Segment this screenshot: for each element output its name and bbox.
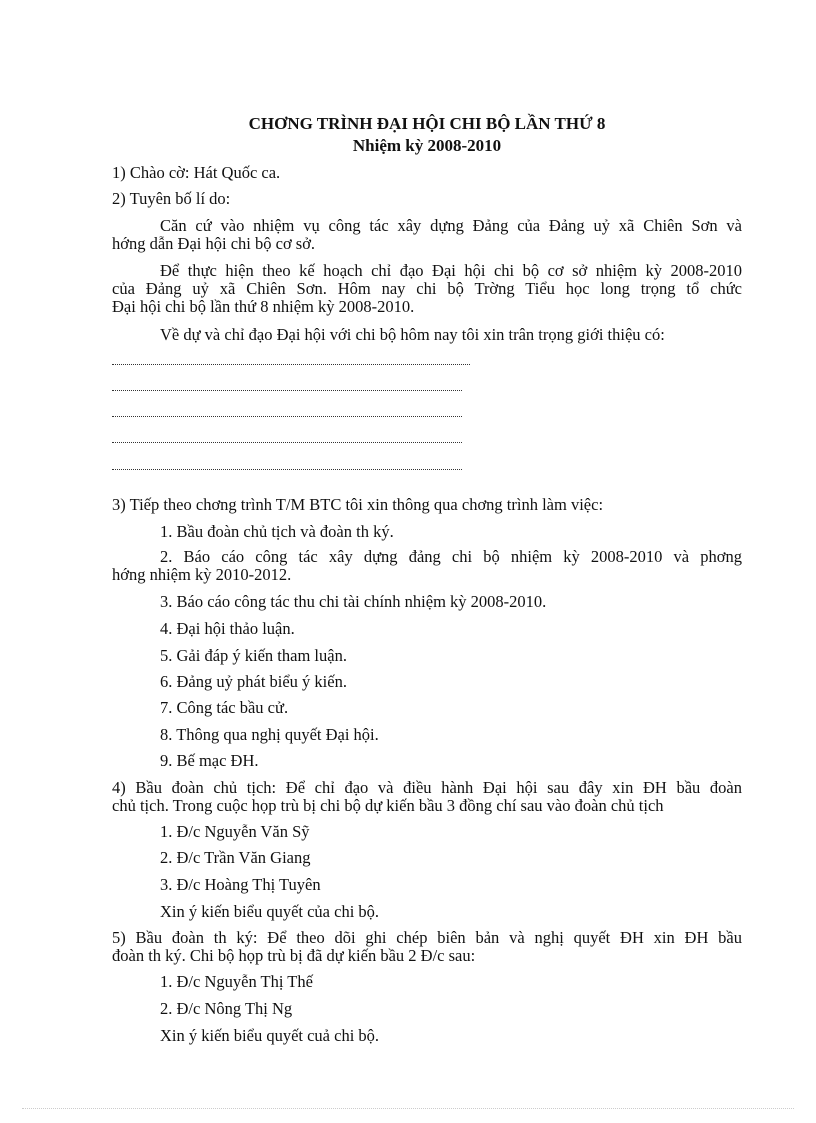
agenda-item-8: 8. Thông qua nghị quyết Đại hội. [160,725,379,744]
fill-in-line-4 [112,442,462,443]
agenda-item-2-line-1: 2. Báo cáo công tác xây dựng đảng chi bộ nhiệm kỳ 2008-2010 và phơng [160,547,742,566]
paragraph-3: Về dự và chỉ đạo Đại hội với chi bộ hôm nay tôi xin trân trọng giới thiệu có: [160,325,665,344]
section-3: 3) Tiếp theo chơng trình T/M BTC tôi xin thông qua chơng trình làm việc: [112,495,604,514]
section-5-line-1: 5) Bầu đoàn th ký: Để theo dõi ghi chép biên bản và nghị quyết ĐH xin ĐH bầu [112,928,742,947]
vote-request-2: Xin ý kiến biểu quyết cuả chi bộ. [160,1026,380,1045]
paragraph-2-line-2: của Đảng uỷ xã Chiên Sơn. Hôm nay chi bộ Trờng Tiểu học long trọng tổ chức [112,279,742,298]
document-title: CHƠNG TRÌNH ĐẠI HỘI CHI BỘ LẦN THỨ 8 [248,114,606,133]
paragraph-2-line-1: Để thực hiện theo kế hoạch chỉ đạo Đại hội chi bộ cơ sở nhiệm kỳ 2008-2010 [160,261,742,280]
secretariat-member-2: 2. Đ/c Nông Thị Ng [160,999,293,1018]
fill-in-line-2 [112,390,462,391]
page-bottom-divider [22,1108,794,1109]
document-page [112,0,742,1123]
agenda-item-4: 4. Đại hội thảo luận. [160,619,295,638]
agenda-item-9: 9. Bế mạc ĐH. [160,751,259,770]
section-2: 2) Tuyên bố lí do: [112,189,231,208]
agenda-item-7: 7. Công tác bầu cử. [160,698,289,717]
presidium-member-1: 1. Đ/c Nguyễn Văn Sỹ [160,822,310,841]
section-5-line-2: đoàn th ký. Chi bộ họp trù bị đã dự kiến bầu 2 Đ/c sau: [112,946,476,965]
agenda-item-6: 6. Đảng uỷ phát biểu ý kiến. [160,672,347,691]
presidium-member-2: 2. Đ/c Trần Văn Giang [160,848,311,867]
agenda-item-2-line-2: hớng nhiệm kỳ 2010-2012. [112,565,292,584]
section-1: 1) Chào cờ: Hát Quốc ca. [112,163,281,182]
fill-in-line-3 [112,416,462,417]
section-4-line-2: chủ tịch. Trong cuộc họp trù bị chi bộ dự kiến bầu 3 đồng chí sau vào đoàn chủ tịch [112,796,664,815]
paragraph-1-line-2: hớng dẫn Đại hội chi bộ cơ sở. [112,234,316,253]
fill-in-line-5 [112,469,462,470]
section-4-line-1: 4) Bầu đoàn chủ tịch: Để chỉ đạo và điều hành Đại hội sau đây xin ĐH bầu đoàn [112,778,742,797]
vote-request-1: Xin ý kiến biểu quyết của chi bộ. [160,902,380,921]
agenda-item-5: 5. Gải đáp ý kiến tham luận. [160,646,347,665]
paragraph-1-line-1: Căn cứ vào nhiệm vụ công tác xây dựng Đảng của Đảng uỷ xã Chiên Sơn và [160,216,742,235]
agenda-item-1: 1. Bầu đoàn chủ tịch và đoàn th ký. [160,522,394,541]
paragraph-2-line-3: Đại hội chi bộ lần thứ 8 nhiệm kỳ 2008-2010. [112,297,415,316]
fill-in-line-1 [112,364,470,365]
secretariat-member-1: 1. Đ/c Nguyễn Thị Thế [160,972,313,991]
presidium-member-3: 3. Đ/c Hoàng Thị Tuyên [160,875,321,894]
agenda-item-3: 3. Báo cáo công tác thu chi tài chính nhiệm kỳ 2008-2010. [160,592,547,611]
document-subtitle: Nhiệm kỳ 2008-2010 [352,136,502,155]
